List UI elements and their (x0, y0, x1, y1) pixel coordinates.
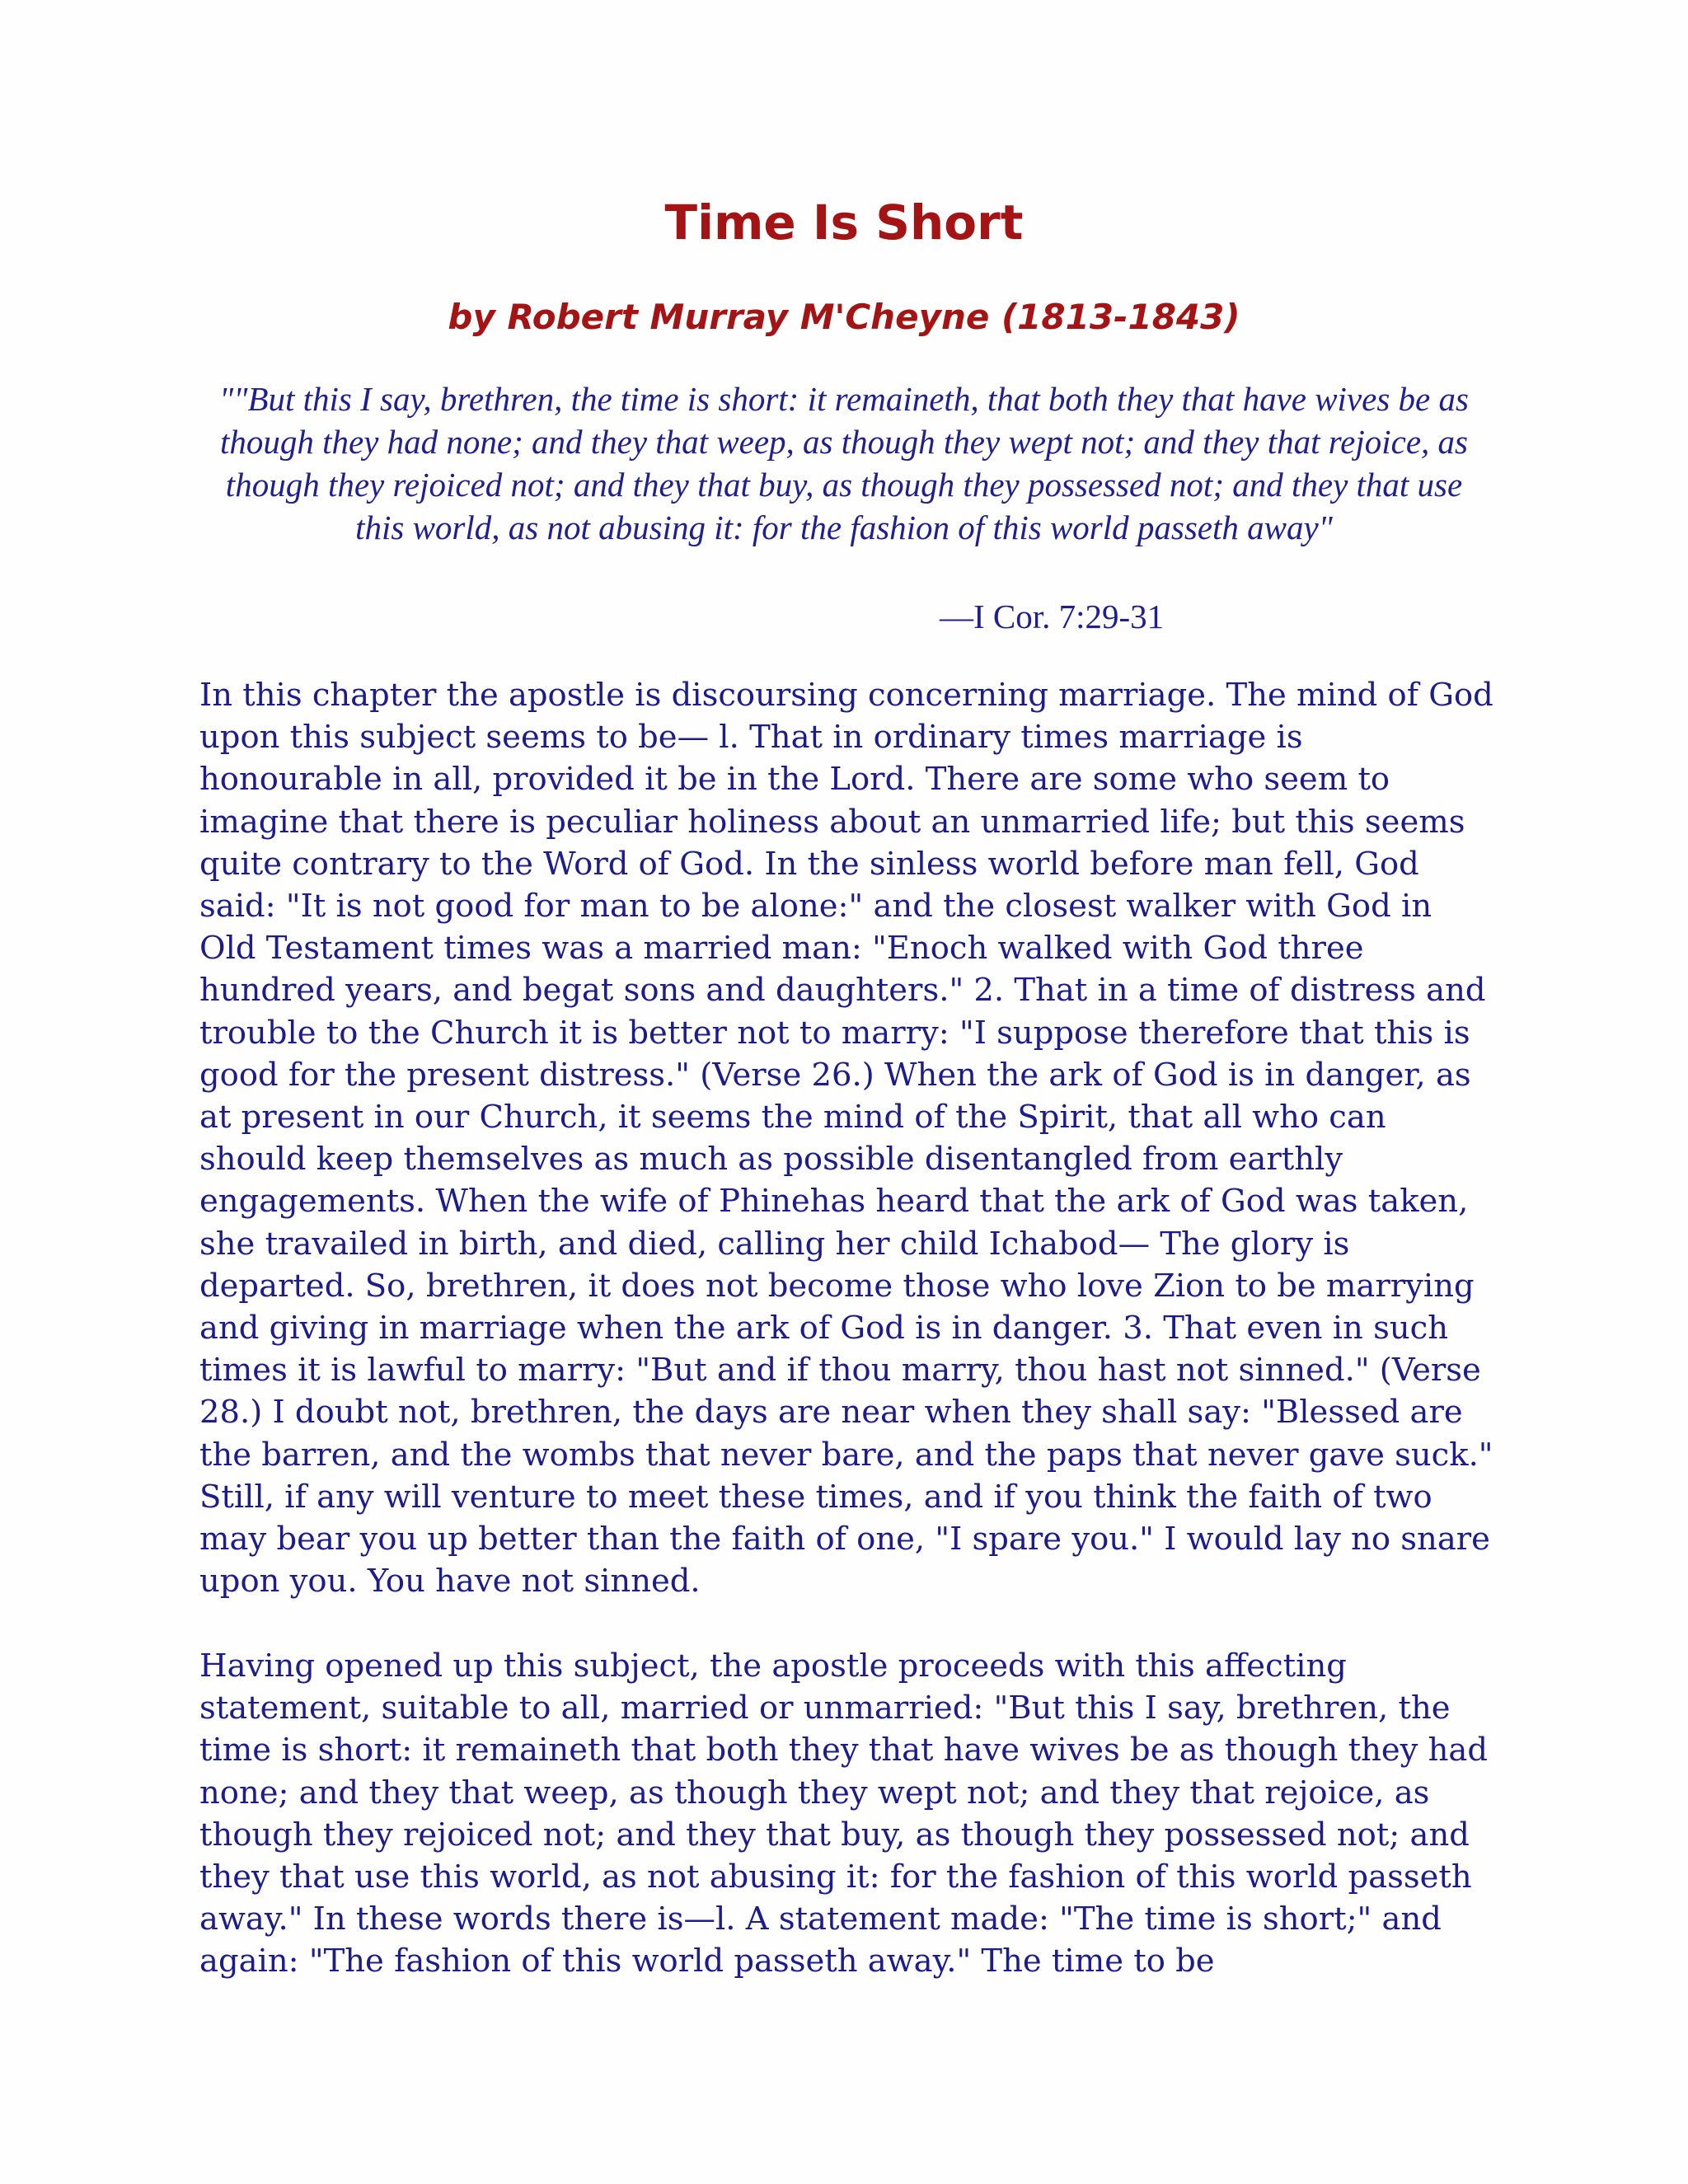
scripture-epigraph: ""But this I say, brethren, the time is short: it remaineth, that both they that have wives be as though they had none; and they that weep, as though they wept not; and they that rejoice, as though they rejoiced not; and they that buy, as though they possessed not; and they that use this world, as not abusing it: for the fashion of this world passeth away" (219, 380, 1469, 546)
scripture-citation: —I Cor. 7:29-31 (940, 598, 1165, 635)
document-title: Time Is Short (664, 194, 1024, 251)
body-paragraph: Having opened up this subject, the apostle proceeds with this affecting statement, suitable to all, married or unmarried: "But this I say, brethren, the time is short: it remaineth that both they that have wives be as though they had none; and they that weep, as though they wept not; and they that rejoice, as though they rejoiced not; and they that buy, as though they possessed not; and they that use this world, as not abusing it: for the fashion of this world passeth away." In these words there is—l. A statement made: "The time is short;" and again: "The fashion of this world passeth away." The time to be (199, 1647, 1489, 1980)
body-paragraph: In this chapter the apostle is discoursing concerning marriage. The mind of God upon this subject seems to be— l. That in ordinary times marriage is honourable in all, provided it be in the Lord. There are some who seem to imagine that there is peculiar holiness about an unmarried life; but this seems quite contrary to the Word of God. In the sinless world before man fell, God said: "It is not good for man to be alone:" and the closest walker with God in Old Testament times was a married man: "Enoch walked with God three hundred years, and begat sons and daughters." 2. That in a time of distress and trouble to the Church it is better not to marry: "I suppose therefore that this is good for the present distress." (Verse 26.) When the ark of God is in danger, as at present in our Church, it seems the mind of the Spirit, that all who can should keep themselves as much as possible disentangled from earthly engagements. When the wife of Phinehas heard that the ark of God was taken, she travailed in birth, and died, calling her child Ichabod— The glory is departed. So, brethren, it does not become those who love Zion to be marrying and giving in marriage when the ark of God is in danger. 3. That even in such times it is lawful to marry: "But and if thou marry, thou hast not sinned." (Verse 28.) I doubt not, brethren, the days are near when they shall say: "Blessed are the barren, and the wombs that never bare, and the paps that never gave suck." Still, if any will venture to meet these times, and if you think the faith of two may bear you up better than the faith of one, "I spare you." I would lay no snare upon you. You have not sinned. (199, 677, 1493, 1601)
author-byline: by Robert Murray M'Cheyne (1813-1843) (448, 297, 1240, 337)
